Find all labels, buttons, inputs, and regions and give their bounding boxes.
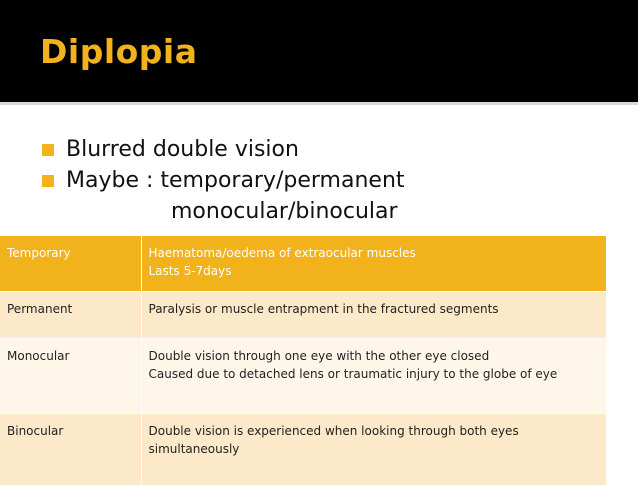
title-divider xyxy=(0,102,638,105)
description-line: Paralysis or muscle entrapment in the fractured segments xyxy=(148,302,499,316)
square-bullet-icon xyxy=(42,175,54,187)
table-cell-term: Binocular xyxy=(0,414,141,486)
table-cell-description xyxy=(141,292,606,339)
description-line: Caused due to detached lens or traumatic injury to the globe of eye xyxy=(148,367,558,381)
table-cell-term: Monocular xyxy=(0,339,141,414)
description-line: Haematoma/oedema of extraocular muscles xyxy=(148,246,416,260)
table-cell-term: Temporary xyxy=(0,236,141,292)
bullet-text: Blurred double vision xyxy=(66,137,299,162)
table-cell-term: Permanent xyxy=(0,292,141,339)
description-line: Double vision through one eye with the other eye closed xyxy=(148,349,490,363)
slide-title: Diplopia xyxy=(40,32,198,71)
table-row xyxy=(0,292,606,339)
table-cell-description xyxy=(141,414,606,486)
description-line: simultaneously xyxy=(148,442,240,456)
table-cell-description xyxy=(141,339,606,414)
table-row xyxy=(0,339,606,414)
square-bullet-icon xyxy=(42,144,54,156)
bullet-text: Maybe : temporary/permanent xyxy=(66,168,405,193)
description-line: Double vision is experienced when looking through both eyes xyxy=(148,424,519,438)
table-row xyxy=(0,236,606,292)
diplopia-table xyxy=(0,236,606,486)
description-line: Lasts 5-7days xyxy=(148,264,232,278)
table-row xyxy=(0,414,606,486)
table-cell-description xyxy=(141,236,606,292)
bullet-continuation-text: monocular/binocular xyxy=(171,199,398,224)
